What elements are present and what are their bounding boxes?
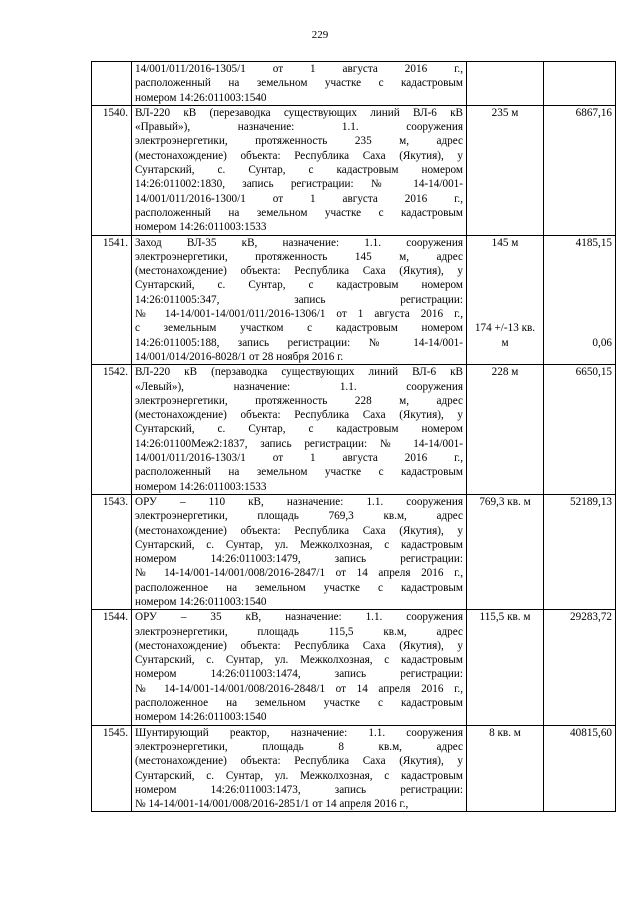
registry-table-body <box>92 62 616 812</box>
object-size <box>467 105 544 235</box>
row-number: 1544. <box>92 610 132 725</box>
description-line: номером 14:26:011003:1474, запись регистрации: <box>135 668 463 681</box>
description-line: расположенный на земельном участке с кадастровым <box>135 206 463 219</box>
description-line: Сунтарский, с. Сунтар, ул. Межколхозная, с кадастровым <box>135 538 463 551</box>
object-cost <box>544 494 616 609</box>
description-line: Шунтирующий реактор, назначение: 1.1. сооружения <box>135 726 463 739</box>
description-line: номером 14:26:011003:1540 <box>135 711 267 724</box>
description-line: № 14-14/001-14/001/008/2016-2847/1 от 14 апреля 2016 г., <box>135 567 463 580</box>
description-line: «Правый»), назначение: 1.1. сооружения <box>135 121 463 134</box>
object-description <box>132 105 467 235</box>
description-line: электроэнергетики, площадь 115,5 кв.м, адрес <box>135 625 463 638</box>
object-description <box>132 494 467 609</box>
description-line: электроэнергетики, протяженность 228 м, адрес <box>135 394 463 407</box>
description-line: Сунтарский, с. Сунтар, ул. Межколхозная, с кадастровым <box>135 769 463 782</box>
description-line: 14/001/014/2016-8028/1 от 28 ноября 2016 г. <box>135 350 344 363</box>
description-line: с земельным участком с кадастровым номером <box>135 322 463 335</box>
table-row <box>92 610 616 725</box>
object-description <box>132 610 467 725</box>
description-line: (местонахождение) объекта: Республика Саха (Якутия), у <box>135 524 463 537</box>
spacer <box>547 264 612 278</box>
description-line: номером 14:26:011003:1533 <box>135 480 267 493</box>
land-plot-area: 174 +/-13 кв. м <box>474 322 536 349</box>
description-line: 14:26:01100Меж2:1837, запись регистрации: № 14-14/001- <box>135 437 463 450</box>
object-description <box>132 725 467 812</box>
description-line: электроэнергетики, площадь 8 кв.м, адрес <box>135 740 463 753</box>
description-line: ОРУ – 110 кВ, назначение: 1.1. сооружения <box>135 495 463 508</box>
spacer <box>547 321 612 335</box>
description-line: Сунтарский, с. Сунтар, с кадастровым номером <box>135 164 463 177</box>
description-line: 14:26:011005:188, запись регистрации: № 14-14/001- <box>135 336 463 349</box>
object-size <box>467 235 544 365</box>
description-line: 14/001/011/2016-1300/1 от 1 августа 2016 г., <box>135 192 463 205</box>
object-cost <box>544 62 616 106</box>
table-row <box>92 365 616 495</box>
row-number: 1542. <box>92 365 132 495</box>
object-size <box>467 725 544 812</box>
spacer <box>547 293 612 307</box>
row-number: 1543. <box>92 494 132 609</box>
description-line: № 14-14/001-14/001/011/2016-1306/1 от 1 августа 2016 г., <box>135 308 463 321</box>
description-line: Сунтарский, с. Сунтар, с кадастровым номером <box>135 423 463 436</box>
cost-value: 4185,15 <box>575 236 612 249</box>
table-row <box>92 235 616 365</box>
cost-value: 6867,16 <box>575 106 612 119</box>
spacer <box>547 250 612 264</box>
description-line: номером 14:26:011003:1540 <box>135 91 267 104</box>
description-line: Сунтарский, с. Сунтар, с кадастровым номером <box>135 279 463 292</box>
size-value: 8 кв. м <box>489 726 521 739</box>
size-value: 228 м <box>491 366 519 379</box>
object-cost <box>544 365 616 495</box>
object-cost <box>544 725 616 812</box>
description-line: расположенный на земельном участке с кадастровым <box>135 466 463 479</box>
table-row <box>92 105 616 235</box>
object-size <box>467 365 544 495</box>
table-row <box>92 725 616 812</box>
description-line: № 14-14/001-14/001/008/2016-2848/1 от 14 апреля 2016 г., <box>135 682 463 695</box>
object-size <box>467 62 544 106</box>
size-value: 769,3 кв. м <box>479 495 531 508</box>
spacer <box>470 264 540 278</box>
description-line: (местонахождение) объекта: Республика Саха (Якутия), у <box>135 149 463 162</box>
table-row <box>92 494 616 609</box>
spacer <box>470 293 540 307</box>
object-size <box>467 610 544 725</box>
description-line: расположенный на земельном участке с кадастровым <box>135 77 463 90</box>
description-line: № 14-14/001-14/001/008/2016-2851/1 от 14 апреля 2016 г., <box>135 798 409 811</box>
description-line: ВЛ-220 кВ (перезаводка существующих линий ВЛ-6 кВ <box>135 106 463 119</box>
description-line: (местонахождение) объекта: Республика Саха (Якутия), у <box>135 639 463 652</box>
spacer <box>547 278 612 292</box>
description-line: (местонахождение) объекта: Республика Саха (Якутия), у <box>135 265 463 278</box>
description-line: ВЛ-220 кВ (перзаводка существующих линий ВЛ-6 кВ <box>135 366 463 379</box>
description-line: (местонахождение) объекта: Республика Саха (Якутия), у <box>135 409 463 422</box>
description-line: электроэнергетики, протяженность 145 м, адрес <box>135 250 463 263</box>
description-line: Заход ВЛ-35 кВ, назначение: 1.1. сооружения <box>135 236 463 249</box>
object-cost <box>544 235 616 365</box>
cost-value: 52189,13 <box>570 495 612 508</box>
land-plot-cost: 0,06 <box>592 336 612 349</box>
spacer <box>547 307 612 321</box>
description-line: 14:26:011005:347, запись регистрации: <box>135 293 463 306</box>
description-line: 14/001/011/2016-1303/1 от 1 августа 2016 г., <box>135 452 463 465</box>
description-line: Сунтарский, с. Сунтар, ул. Межколхозная, с кадастровым <box>135 654 463 667</box>
row-number: 1540. <box>92 105 132 235</box>
description-line: электроэнергетики, площадь 769,3 кв.м, адрес <box>135 510 463 523</box>
property-registry-table <box>91 61 616 812</box>
description-line: номером 14:26:011003:1540 <box>135 595 267 608</box>
object-description <box>132 365 467 495</box>
object-cost <box>544 610 616 725</box>
object-size <box>467 494 544 609</box>
description-line: номером 14:26:011003:1473, запись регистрации: <box>135 783 463 796</box>
description-line: номером 14:26:011003:1479, запись регистрации: <box>135 553 463 566</box>
size-value: 145 м <box>491 236 519 249</box>
cost-value: 6650,15 <box>575 366 612 379</box>
row-number: 1545. <box>92 725 132 812</box>
cost-value: 40815,60 <box>570 726 612 739</box>
description-line: расположенное на земельном участке с кадастровым <box>135 581 463 594</box>
spacer <box>470 307 540 321</box>
spacer <box>470 278 540 292</box>
cost-value: 29283,72 <box>570 611 612 624</box>
row-number: 1541. <box>92 235 132 365</box>
page-number: 229 <box>311 29 329 41</box>
object-cost <box>544 105 616 235</box>
size-value: 115,5 кв. м <box>479 611 531 624</box>
description-line: 14/001/011/2016-1305/1 от 1 августа 2016 г., <box>135 63 463 75</box>
object-description <box>132 62 467 106</box>
description-line: расположенное на земельном участке с кадастровым <box>135 697 463 710</box>
object-description <box>132 235 467 365</box>
description-line: (местонахождение) объекта: Республика Саха (Якутия), у <box>135 755 463 768</box>
description-line: номером 14:26:011003:1533 <box>135 221 267 234</box>
spacer <box>470 250 540 264</box>
table-row <box>92 62 616 106</box>
description-line: ОРУ – 35 кВ, назначение: 1.1. сооружения <box>135 611 463 624</box>
description-line: 14:26:011002:1830, запись регистрации: № 14-14/001- <box>135 178 463 191</box>
description-line: электроэнергетики, протяженность 235 м, адрес <box>135 135 463 148</box>
description-line: «Левый»), назначение: 1.1. сооружения <box>135 380 463 393</box>
row-number <box>92 62 132 106</box>
size-value: 235 м <box>491 106 519 119</box>
